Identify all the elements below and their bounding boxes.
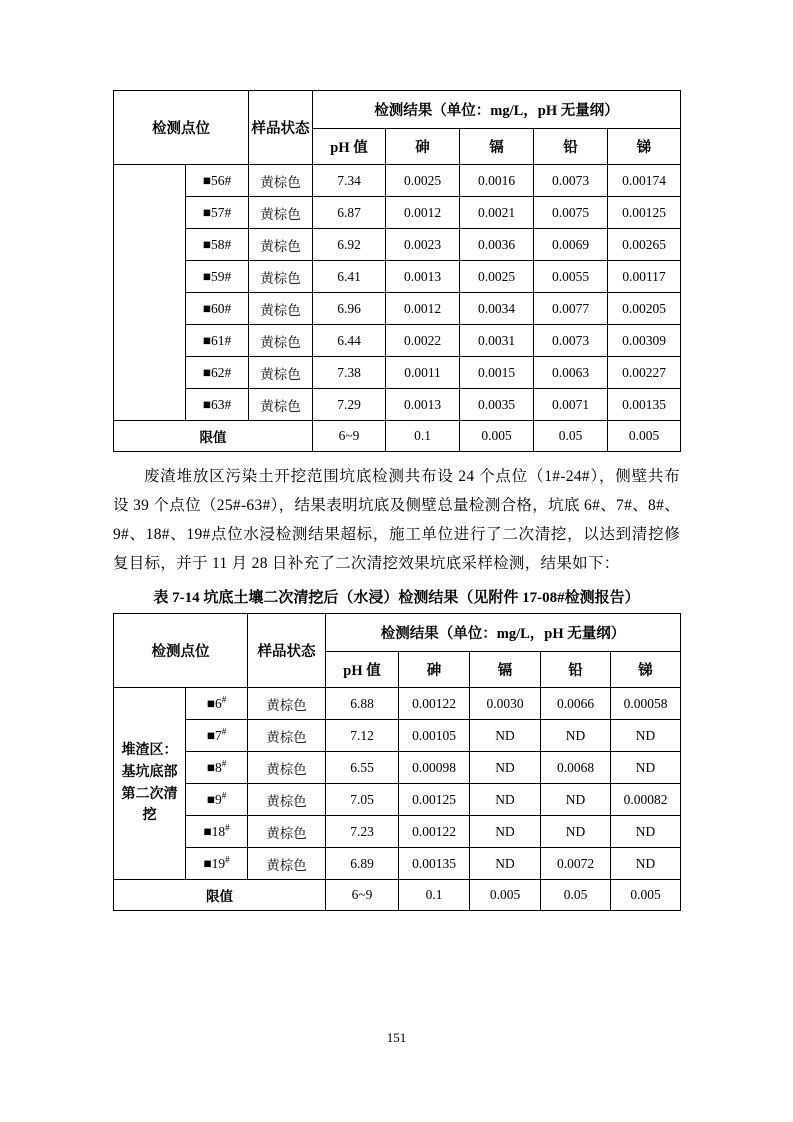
lead-cell: 0.0072 [541,848,611,880]
ph-cell: 6.41 [313,261,386,293]
limit-arsenic: 0.1 [386,421,460,452]
cadmium-cell: ND [470,848,541,880]
limit-lead: 0.05 [534,421,608,452]
antimony-cell: ND [611,752,681,784]
lead-cell: ND [541,784,611,816]
ph-cell: 7.38 [313,357,386,389]
cadmium-cell: 0.0021 [460,197,534,229]
cadmium-cell: ND [470,784,541,816]
cadmium-cell: 0.0031 [460,325,534,357]
header-sample-state: 样品状态 [248,614,326,688]
header-cadmium: 镉 [470,652,541,688]
lead-cell: 0.0077 [534,293,608,325]
limit-label: 限值 [114,421,313,452]
arsenic-cell: 0.00098 [399,752,470,784]
ph-cell: 6.88 [326,688,399,720]
cadmium-cell: ND [470,752,541,784]
point-cell: ■61# [186,325,249,357]
limit-label: 限值 [114,880,326,911]
table-row [114,752,681,784]
header-arsenic: 砷 [399,652,470,688]
limit-row [114,880,681,911]
state-cell: 黄棕色 [249,229,313,261]
table-row [114,816,681,848]
limit-row [114,421,681,452]
lead-cell: 0.0073 [534,165,608,197]
table-row [114,688,681,720]
table-row [114,848,681,880]
point-cell: ■58# [186,229,249,261]
point-hash: # [225,854,230,864]
table-sidewall-results [113,90,681,452]
point-hash: # [221,758,227,768]
state-cell: 黄棕色 [249,197,313,229]
arsenic-cell: 0.00105 [399,720,470,752]
table-row [114,357,681,389]
point-cell [186,688,248,720]
state-cell: 黄棕色 [248,720,326,752]
page-number: 151 [386,1030,407,1045]
state-cell: 黄棕色 [248,688,326,720]
point-cell [186,848,248,880]
table-row [114,197,681,229]
state-cell: 黄棕色 [248,816,326,848]
arsenic-cell: 0.00122 [399,688,470,720]
ph-cell: 7.23 [326,816,399,848]
header-point: 检测点位 [114,91,249,165]
point-hash: # [221,790,227,800]
limit-cadmium: 0.005 [470,880,541,911]
state-cell: 黄棕色 [249,389,313,421]
header-antimony: 锑 [608,129,681,165]
arsenic-cell: 0.0012 [386,293,460,325]
limit-arsenic: 0.1 [399,880,470,911]
state-cell: 黄棕色 [249,325,313,357]
point-cell [186,784,248,816]
ph-cell: 6.55 [326,752,399,784]
point-cell: ■59# [186,261,249,293]
group-cell-empty [114,165,186,421]
point-cell: ■57# [186,197,249,229]
point-label: ■19 [203,855,226,871]
arsenic-cell: 0.0022 [386,325,460,357]
antimony-cell: 0.00265 [608,229,681,261]
limit-lead: 0.05 [541,880,611,911]
state-cell: 黄棕色 [248,848,326,880]
point-label: ■9 [206,791,222,807]
ph-cell: 6.44 [313,325,386,357]
point-label: ■8 [206,759,222,775]
header-arsenic: 砷 [386,129,460,165]
lead-cell: 0.0071 [534,389,608,421]
limit-ph: 6~9 [313,421,386,452]
point-cell [186,752,248,784]
ph-cell: 6.89 [326,848,399,880]
ph-cell: 6.96 [313,293,386,325]
cadmium-cell: 0.0030 [470,688,541,720]
antimony-cell: ND [611,816,681,848]
lead-cell: 0.0066 [541,688,611,720]
state-cell: 黄棕色 [249,261,313,293]
antimony-cell: 0.00125 [608,197,681,229]
point-cell: ■60# [186,293,249,325]
table-row [114,261,681,293]
antimony-cell: 0.00058 [611,688,681,720]
arsenic-cell: 0.0012 [386,197,460,229]
antimony-cell: 0.00174 [608,165,681,197]
arsenic-cell: 0.0023 [386,229,460,261]
lead-cell: ND [541,816,611,848]
lead-cell: ND [541,720,611,752]
table-row [114,229,681,261]
limit-antimony: 0.005 [611,880,681,911]
point-hash: # [221,726,227,736]
header-sample-state: 样品状态 [249,91,313,165]
cadmium-cell: 0.0015 [460,357,534,389]
lead-cell: 0.0073 [534,325,608,357]
table1-header-row-1 [114,91,681,129]
table2-title: 表 7-14 坑底土壤二次清挖后（水浸）检测结果（见附件 17-08#检测报告） [153,590,640,606]
arsenic-cell: 0.0025 [386,165,460,197]
table-row [114,784,681,816]
point-label: ■6 [206,695,222,711]
antimony-cell: 0.00135 [608,389,681,421]
point-cell: ■63# [186,389,249,421]
state-cell: 黄棕色 [249,293,313,325]
lead-cell: 0.0075 [534,197,608,229]
header-result-unit: 检测结果（单位：mg/L，pH 无量纲） [313,91,681,129]
header-lead: 铅 [534,129,608,165]
header-point: 检测点位 [114,614,248,688]
limit-cadmium: 0.005 [460,421,534,452]
point-hash: # [221,694,227,704]
cadmium-cell: 0.0034 [460,293,534,325]
header-cadmium: 镉 [460,129,534,165]
state-cell: 黄棕色 [248,752,326,784]
point-hash: # [225,822,230,832]
cadmium-cell: 0.0025 [460,261,534,293]
antimony-cell: 0.00227 [608,357,681,389]
point-cell [186,816,248,848]
table-row [114,389,681,421]
ph-cell: 7.34 [313,165,386,197]
header-lead: 铅 [541,652,611,688]
point-label: ■18 [203,823,226,839]
point-cell [186,720,248,752]
arsenic-cell: 0.00125 [399,784,470,816]
point-cell: ■62# [186,357,249,389]
body-paragraph: 废渣堆放区污染土开挖范围坑底检测共布设 24 个点位（1#-24#），侧壁共布设 39 个点位（25#-63#），结果表明坑底及侧壁总量检测合格，坑底 6#、7#、8#、9#、18#、19#点位水浸检测结果超标，施工单位进行了二次清挖，以达到清挖修复目标，并于 11 月 28 日补充了二次清挖效果坑底采样检测，结果如下： [113,468,680,572]
state-cell: 黄棕色 [248,784,326,816]
lead-cell: 0.0055 [534,261,608,293]
table-pit-bottom-results [113,613,681,911]
header-ph: pH 值 [326,652,399,688]
arsenic-cell: 0.0013 [386,261,460,293]
lead-cell: 0.0069 [534,229,608,261]
lead-cell: 0.0063 [534,357,608,389]
arsenic-cell: 0.00135 [399,848,470,880]
limit-antimony: 0.005 [608,421,681,452]
table-row [114,720,681,752]
ph-cell: 7.05 [326,784,399,816]
table-row [114,325,681,357]
antimony-cell: ND [611,720,681,752]
arsenic-cell: 0.0011 [386,357,460,389]
table-row [114,165,681,197]
antimony-cell: 0.00082 [611,784,681,816]
arsenic-cell: 0.0013 [386,389,460,421]
cadmium-cell: ND [470,816,541,848]
table-row [114,293,681,325]
ph-cell: 7.12 [326,720,399,752]
header-antimony: 锑 [611,652,681,688]
state-cell: 黄棕色 [249,357,313,389]
point-label: ■7 [206,727,222,743]
table2-header-row-1 [114,614,681,652]
header-ph: pH 值 [313,129,386,165]
antimony-cell: 0.00309 [608,325,681,357]
limit-ph: 6~9 [326,880,399,911]
state-cell: 黄棕色 [249,165,313,197]
cadmium-cell: ND [470,720,541,752]
header-result-unit: 检测结果（单位：mg/L，pH 无量纲） [326,614,681,652]
lead-cell: 0.0068 [541,752,611,784]
cadmium-cell: 0.0036 [460,229,534,261]
group-cell: 堆渣区：基坑底部第二次清挖 [114,688,186,880]
arsenic-cell: 0.00122 [399,816,470,848]
ph-cell: 7.29 [313,389,386,421]
ph-cell: 6.87 [313,197,386,229]
antimony-cell: ND [611,848,681,880]
cadmium-cell: 0.0016 [460,165,534,197]
cadmium-cell: 0.0035 [460,389,534,421]
ph-cell: 6.92 [313,229,386,261]
antimony-cell: 0.00117 [608,261,681,293]
point-cell: ■56# [186,165,249,197]
antimony-cell: 0.00205 [608,293,681,325]
